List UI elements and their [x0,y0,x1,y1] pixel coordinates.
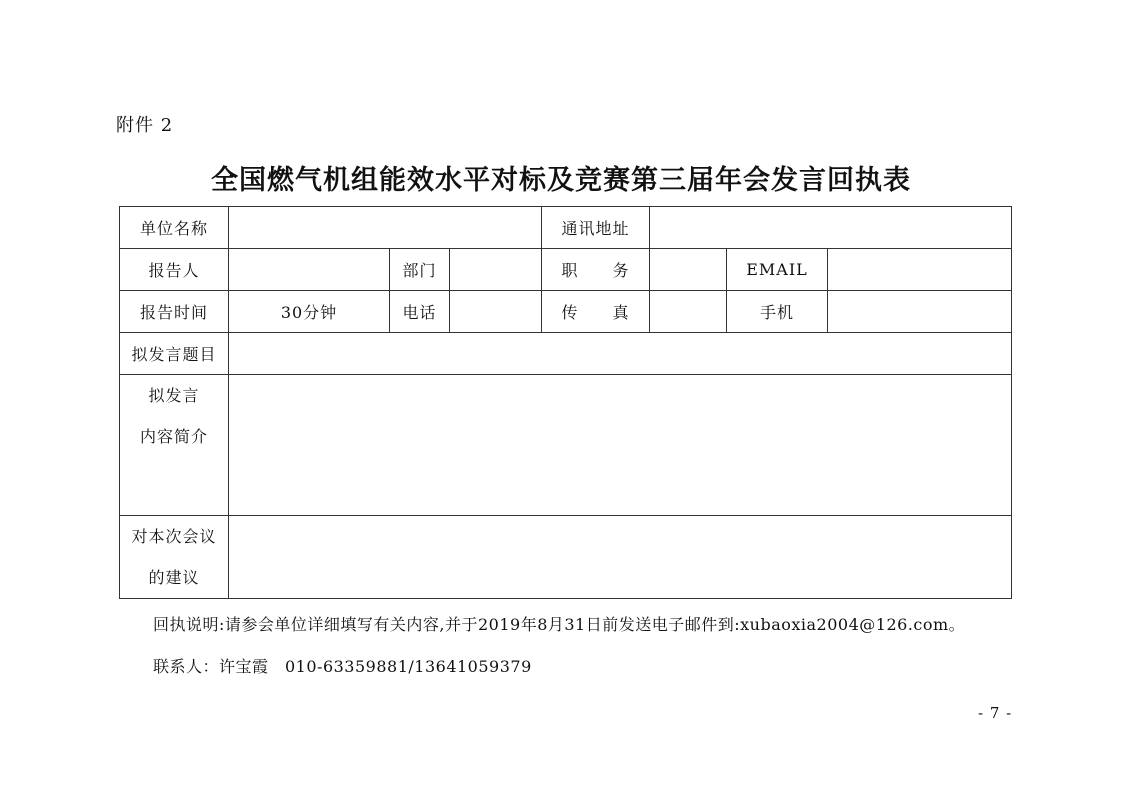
department-field[interactable] [450,249,542,291]
mobile-field[interactable] [828,291,1012,333]
reporter-field[interactable] [229,249,390,291]
summary-label-line1: 拟发言 [148,386,200,405]
department-label: 部门 [390,249,450,291]
address-label: 通讯地址 [542,207,650,249]
position-field[interactable] [650,249,727,291]
table-row [120,516,1012,599]
fax-label: 传 真 [542,291,650,333]
unit-name-field[interactable] [229,207,542,249]
suggestion-field[interactable] [229,516,1012,599]
position-label: 职 务 [542,249,650,291]
report-time-label: 报告时间 [120,291,229,333]
reporter-label: 报告人 [120,249,229,291]
email-label: EMAIL [727,249,828,291]
reply-note: 回执说明:请参会单位详细填写有关内容,并于2019年8月31日前发送电子邮件到:xubaoxia2004@126.com。 [153,615,966,634]
suggestion-label [120,516,229,599]
email-field[interactable] [828,249,1012,291]
summary-label [120,375,229,516]
table-row [120,291,1012,333]
table-row [120,375,1012,516]
topic-field[interactable] [229,333,1012,375]
attachment-label: 附件 2 [116,115,174,136]
suggestion-label-line2: 的建议 [148,568,200,587]
table-row [120,333,1012,375]
fax-field[interactable] [650,291,727,333]
table-row [120,207,1012,249]
phone-field[interactable] [450,291,542,333]
address-field[interactable] [650,207,1012,249]
contact-info: 联系人：许宝霞 010-63359881/13641059379 [153,657,532,676]
summary-label-line2: 内容简介 [139,427,208,446]
unit-name-label: 单位名称 [120,207,229,249]
mobile-label: 手机 [727,291,828,333]
page-title: 全国燃气机组能效水平对标及竞赛第三届年会发言回执表 [211,165,911,196]
page-number: - 7 - [978,704,1013,722]
suggestion-label-line1: 对本次会议 [131,527,217,546]
report-time-value: 30分钟 [229,291,390,333]
reply-form-table [119,206,1012,599]
table-row [120,249,1012,291]
summary-field[interactable] [229,375,1012,516]
phone-label: 电话 [390,291,450,333]
topic-label: 拟发言题目 [120,333,229,375]
